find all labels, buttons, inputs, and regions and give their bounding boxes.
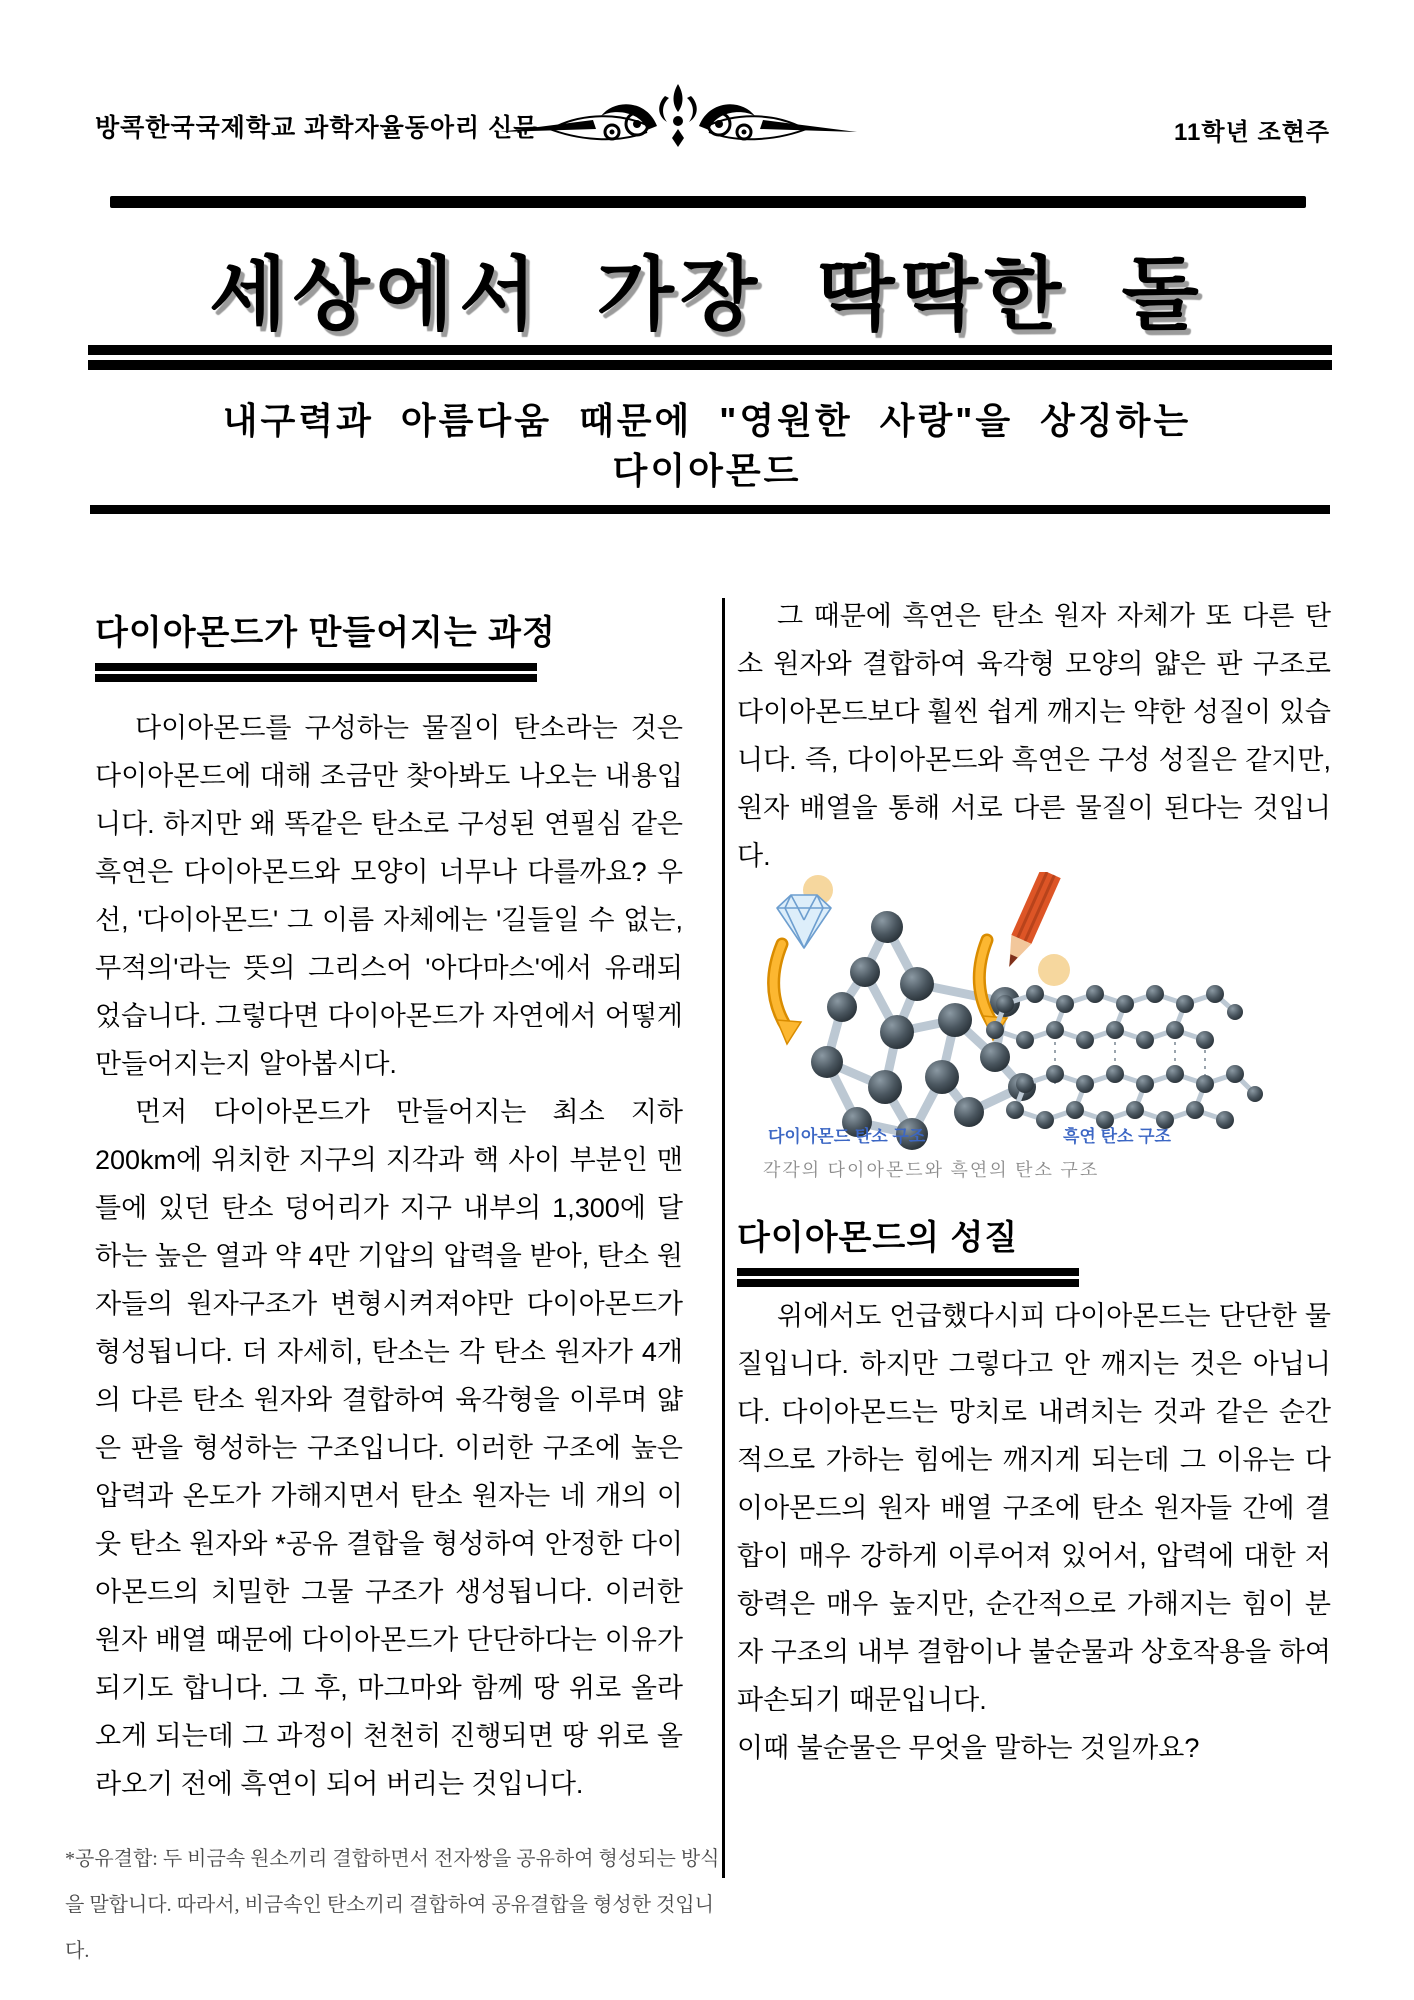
title-double-rule [88,345,1332,370]
subtitle-line-1: 내구력과 아름다움 때문에 "영원한 사랑"을 상징하는 [222,400,1192,441]
masthead-author-text: 11학년 조현주 [1174,119,1330,146]
figure-label-graphite: 흑연 탄소 구조 [1063,1127,1171,1146]
page-title: 세상에서 가장 딱딱한 돌 [209,250,1205,339]
section-heading-process: 다이아몬드가 만들어지는 과정 [95,614,556,652]
section-heading-properties: 다이아몬드의 성질 [737,1219,1019,1257]
heading-underline [95,663,537,682]
header-rule [110,196,1306,208]
page-subtitle [0,396,1414,496]
subtitle-line-2: 다이아몬드 [612,450,802,491]
carbon-structures-figure [737,872,1331,1154]
heading-underline [737,1268,1079,1287]
paragraph: 그 때문에 흑연은 탄소 원자 자체가 또 다른 탄소 원자와 결합하여 육각형 모양의 얇은 판 구조로 다이아몬드보다 훨씬 쉽게 깨지는 약한 성질이 있습니다. 즉, 다이아몬드와 흑연은 구성 성질은 같지만, 원자 배열을 통해 서로 다른 물질이 된다는 것입니다. [737,601,1331,871]
paragraph: 위에서도 언급했다시피 다이아몬드는 단단한 물질입니다. 하지만 그렇다고 안 깨지는 것은 아닙니다. 다이아몬드는 망치로 내려치는 것과 같은 순간적으로 가하는 힘에는 깨지게 되는데 그 이유는 다이아몬드의 원자 배열 구조에 탄소 원자들 간에 결합이 매우 강하게 이루어져 있어서, 압력에 대한 저항력은 매우 높지만, 순간적으로 가해지는 힘이 분자 구조의 내부 결함이나 불순물과 상호작용을 하여 파손되기 때문입니다. [737,1301,1331,1715]
column-divider [722,598,725,1878]
footnote: *공유결합: 두 비금속 원소끼리 결합하면서 전자쌍을 공유하여 형성되는 방식을 말합니다. 따라서, 비금속인 탄소끼리 결합하여 공유결합을 형성한 것입니다. [65,1848,720,1962]
paragraph: 먼저 다이아몬드가 만들어지는 최소 지하 200km에 위치한 지구의 지각과 핵 사이 부분인 맨틀에 있던 탄소 덩어리가 지구 내부의 1,300에 달하는 높은 열과 약 4만 기압의 압력을 받아, 탄소 원자들의 원자구조가 변형시켜져야만 다이아몬드가 형성됩니다. 더 자세히, 탄소는 각 탄소 원자가 4개의 다른 탄소 원자와 결합하여 육각형을 이루며 얇은 판을 형성하는 구조입니다. 이러한 구조에 높은 압력과 온도가 가해지면서 탄소 원자는 네 개의 이웃 탄소 원자와 *공유 결합을 형성하여 안정한 다이아몬드의 치밀한 그물 구조가 생성됩니다. 이러한 원자 배열 때문에 다이아몬드가 단단하다는 이유가 되기도 합니다. 그 후, 마그마와 함께 땅 위로 올라오게 되는데 그 과정이 천천히 진행되면 땅 위로 올라오기 전에 흑연이 되어 버리는 것입니다. [95,1097,683,1799]
curved-arrow-icon [774,944,801,1044]
left-column-body [95,704,683,1808]
flourish-ornament-icon [497,82,859,150]
masthead-left-text: 방콕한국국제학교 과학자율동아리 신문 [95,114,539,142]
right-column-paragraph-1 [737,592,1331,880]
highlight-dot [1038,954,1070,986]
figure-caption: 각각의 다이아몬드와 흑연의 탄소 구조 [763,1160,1100,1180]
right-column-paragraph-2 [737,1292,1331,1772]
figure-label-diamond: 다이아몬드 탄소 구조 [768,1127,926,1146]
paragraph: 다이아몬드를 구성하는 물질이 탄소라는 것은 다이아몬드에 대해 조금만 찾아봐도 나오는 내용입니다. 하지만 왜 똑같은 탄소로 구성된 연필심 같은 흑연은 다이아몬드와 모양이 너무나 다를까요? 우선, '다이아몬드' 그 이름 자체에는 '길들일 수 없는, 무적의'라는 뜻의 그리스어 '아다마스'에서 유래되었습니다. 그렇다면 다이아몬드가 자연에서 어떻게 만들어지는지 알아봅시다. [95,713,683,1079]
left-column [95,605,683,1808]
graphite-atoms [986,985,1263,1129]
question-line: 이때 불순물은 무엇을 말하는 것일까요? [737,1733,1200,1763]
subtitle-rule [90,505,1330,514]
section-heading-properties-block [737,1210,1331,1287]
